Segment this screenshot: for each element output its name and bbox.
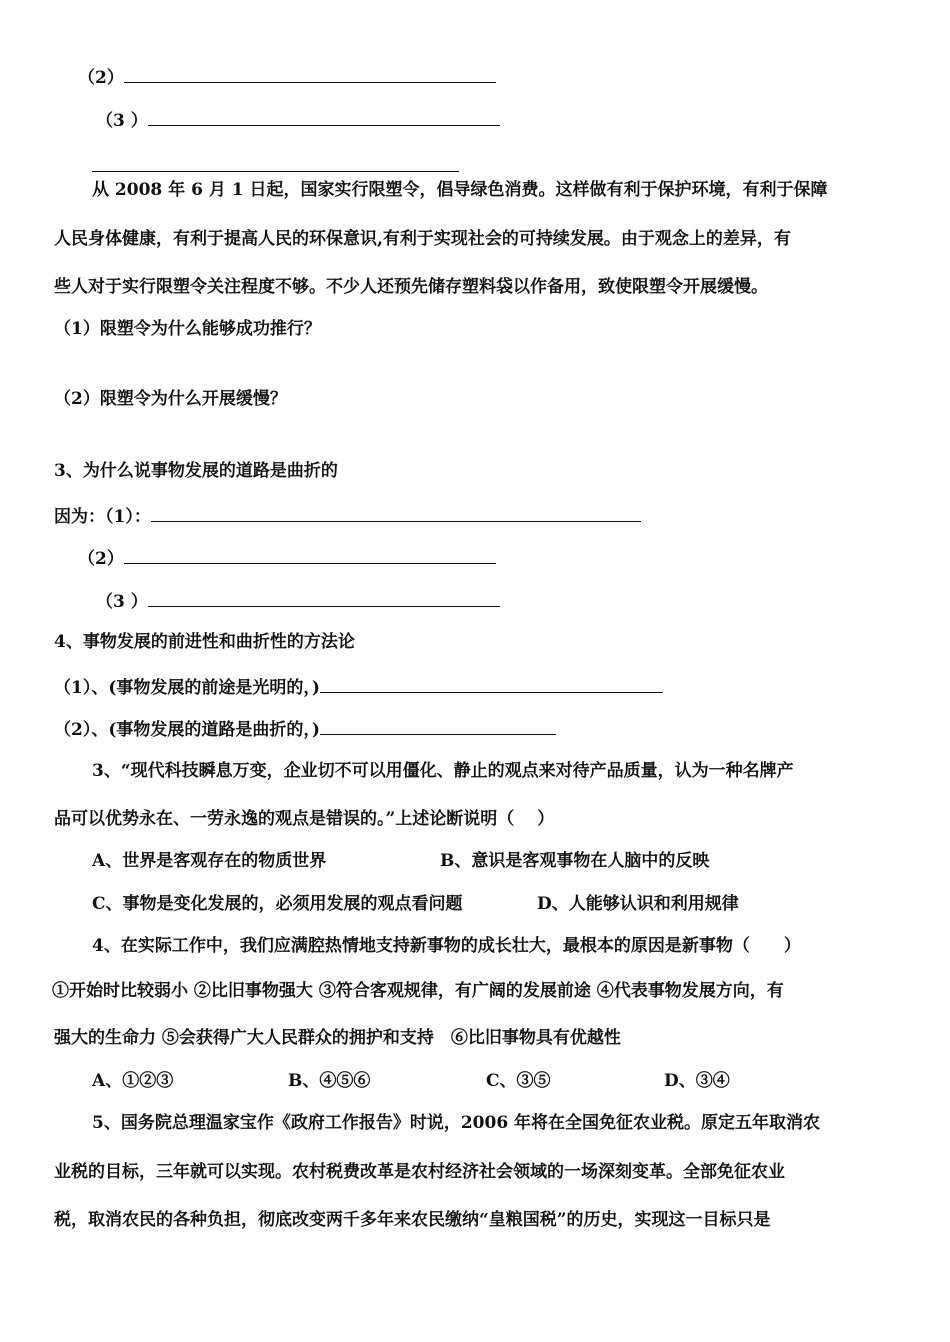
blank-label-2: （2） [78, 549, 124, 569]
passage-line: 人民身体健康，有利于提高人民的环保意识,有利于实现社会的可持续发展。由于观念上的差异，有 [54, 229, 791, 249]
answer-blank [148, 588, 500, 607]
section-title: 4、事物发展的前进性和曲折性的方法论 [54, 632, 355, 652]
passage-question-1: （1）限塑令为什么能够成功推行？ [54, 319, 321, 339]
question-stem: 3、“现代科技瞬息万变，企业切不可以用僵化、静止的观点来对待产品质量，认为一种名牌产 [92, 761, 794, 781]
answer-blank [151, 503, 641, 522]
question-stem: 税，取消农民的各种负担，彻底改变两千多年来农民缴纳“皇粮国税”的历史，实现这一目标只是 [54, 1210, 771, 1230]
method-label-1: （1）、(事物发展的前途是光明的，) [54, 678, 320, 698]
option-a: A、世界是客观存在的物质世界 [92, 851, 327, 871]
option-c: C、③⑤ [486, 1071, 551, 1091]
answer-blank [148, 107, 500, 126]
method-item-1 [54, 674, 663, 700]
because-line [54, 503, 641, 529]
blank-line-3 [96, 588, 500, 614]
method-item-2 [54, 716, 556, 742]
question-stem: 4、在实际工作中，我们应满腔热情地支持新事物的成长壮大，最根本的原因是新事物（ ） [92, 936, 801, 956]
passage-line: 些人对于实行限塑令关注程度不够。不少人还预先储存塑料袋以作备用，致使限塑令开展缓慢。 [54, 277, 768, 297]
question-stem: ①开始时比较弱小 ②比旧事物强大 ③符合客观规律，有广阔的发展前途 ④代表事物发展方向，有 [52, 981, 784, 1001]
passage-question-2: （2）限塑令为什么开展缓慢？ [54, 389, 287, 409]
option-b: B、意识是客观事物在人脑中的反映 [440, 851, 710, 871]
method-label-2: （2）、(事物发展的道路是曲折的，) [54, 720, 320, 740]
section-title: 3、为什么说事物发展的道路是曲折的 [54, 461, 338, 481]
question-stem: 5、国务院总理温家宝作《政府工作报告》时说，2006 年将在全国免征农业税。原定五年取消农 [92, 1113, 821, 1133]
blank-line-2 [78, 545, 496, 571]
answer-blank [124, 64, 496, 83]
blank-line-3 [96, 107, 500, 133]
blank-label-3: （3 ） [96, 592, 148, 612]
option-b: B、④⑤⑥ [288, 1071, 371, 1091]
blank-label-2: （2） [78, 68, 124, 88]
question-stem: 业税的目标，三年就可以实现。农村税费改革是农村经济社会领域的一场深刻变革。全部免征农业 [54, 1162, 785, 1182]
option-c: C、事物是变化发展的，必须用发展的观点看问题 [92, 894, 463, 914]
answer-blank [124, 545, 496, 564]
answer-blank-standalone [92, 153, 459, 172]
question-stem: 品可以优势永在、一劳永逸的观点是错误的。”上述论断说明（ ） [54, 809, 555, 829]
blank-label-3: （3 ） [96, 111, 148, 131]
option-d: D、人能够认识和利用规律 [537, 894, 739, 914]
passage-line: 从 2008 年 6 月 1 日起，国家实行限塑令，倡导绿色消费。这样做有利于保护环境，有利于保障 [92, 180, 828, 200]
because-label: 因为：（1）： [54, 507, 151, 527]
option-a: A、①②③ [92, 1071, 174, 1091]
blank-line-2 [78, 64, 496, 90]
question-stem: 强大的生命力 ⑤会获得广大人民群众的拥护和支持 ⑥比旧事物具有优越性 [54, 1028, 621, 1048]
option-d: D、③④ [664, 1071, 730, 1091]
answer-blank [320, 674, 663, 693]
answer-blank [320, 716, 556, 735]
